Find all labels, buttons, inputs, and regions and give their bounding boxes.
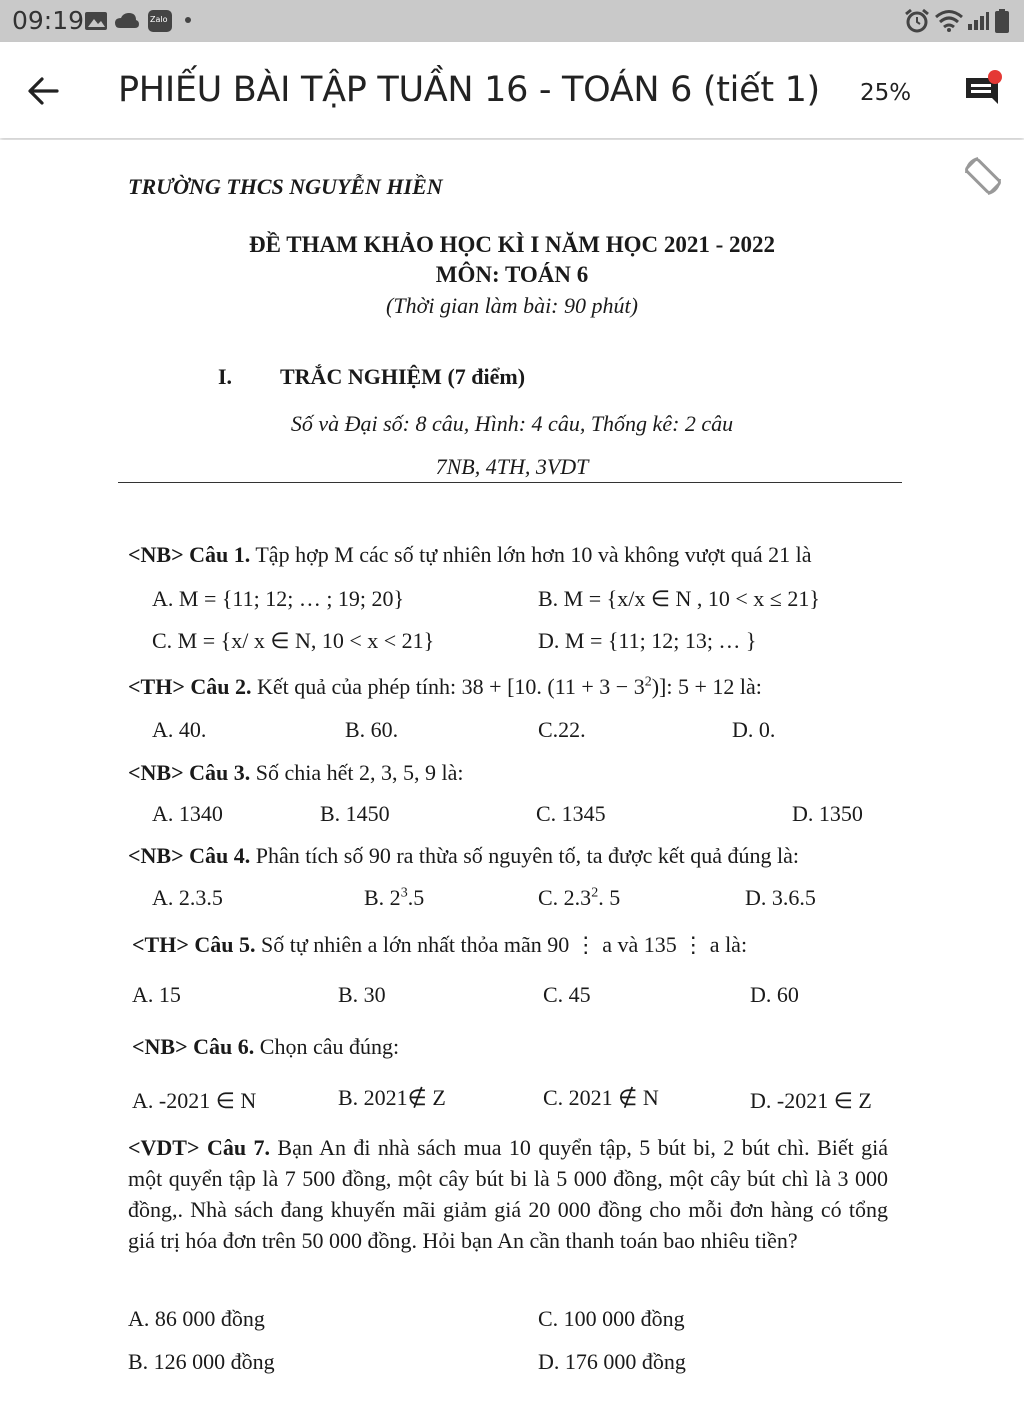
q3-option-d: D. 1350 [792,801,863,826]
q1-option-b: B. M = {x/x ∈ N , 10 < x ≤ 21} [538,586,820,611]
gallery-icon [84,11,108,31]
zalo-label: Zalo [150,15,168,24]
q7-option-d: D. 176 000 đồng [538,1349,686,1374]
question-3 [128,760,464,786]
q2-option-d: D. 0. [732,717,776,742]
q4-b-base: B. 2 [364,885,401,910]
screen-rotate-icon[interactable] [962,155,1004,197]
q5-option-b: B. 30 [338,982,386,1007]
q6-option-c: C. 2021 ∉ N [543,1085,659,1110]
comment-icon[interactable] [962,70,1006,110]
q4-option-d: D. 3.6.5 [745,885,816,910]
q4-option-b [364,885,424,911]
q2-expr-exponent: 2 [644,674,652,690]
question-4-tag: <NB> Câu 4. [128,843,251,868]
exam-title: ĐỀ THAM KHẢO HỌC KÌ I NĂM HỌC 2021 - 2022 [248,232,776,257]
zoom-level: 25% [860,80,912,106]
q3-option-a: A. 1340 [152,801,223,826]
question-7-tag: <VDT> Câu 7. [128,1135,270,1160]
section-description: Số và Đại số: 8 câu, Hình: 4 câu, Thống kê: 2 câu [290,411,734,436]
question-3-text: Số chia hết 2, 3, 5, 9 là: [250,760,464,785]
question-5 [132,932,747,958]
q6-option-a: A. -2021 ∈ N [132,1088,257,1113]
battery-icon [994,8,1010,34]
status-time: 09:19 [12,6,85,35]
question-7-text: Bạn An đi nhà sách mua 10 quyển tập, 5 bút bi, 2 bút chì. Biết giá một quyển tập là 7 500 đồng, một cây bút bi là 5 000 đồng, một cây bút chì là 3 000 đồng,. Nhà sách đang khuyến mãi giảm giá 20 000 đồng cho mỗi đơn hàng có tổng giá trị hóa đơn trên 50 000 đồng. Hỏi bạn An cần thanh toán bao nhiêu tiền? [128,1135,888,1253]
q2-option-a: A. 40. [152,717,207,742]
question-2-tail: là: [734,674,762,699]
question-5-text: Số tự nhiên a lớn nhất thỏa mãn 90 ⋮ a và 135 ⋮ a là: [255,932,748,957]
question-1-tag: <NB> Câu 1. [128,542,251,567]
cloud-icon [114,12,140,30]
zalo-icon [148,10,172,32]
q4-option-c [538,885,620,911]
q3-option-c: C. 1345 [536,801,606,826]
exam-subject: MÔN: TOÁN 6 [435,262,589,287]
q1-option-c: C. M = {x/ x ∈ N, 10 < x < 21} [152,628,435,653]
question-5-tag: <TH> Câu 5. [132,932,256,957]
question-4 [128,843,799,869]
question-6-text: Chọn câu đúng: [254,1034,400,1059]
q4-option-a: A. 2.3.5 [152,885,223,910]
q7-option-b: B. 126 000 đồng [128,1349,275,1374]
q4-c-rest: . 5 [598,885,621,910]
q2-option-b: B. 60. [345,717,399,742]
question-2-text: Kết quả của phép tính: [251,674,462,699]
q5-option-d: D. 60 [750,982,799,1007]
question-6-tag: <NB> Câu 6. [132,1034,255,1059]
question-6 [132,1034,399,1060]
q1-option-a: A. M = {11; 12; … ; 19; 20} [152,586,405,611]
status-bar [0,0,1024,42]
q7-option-a: A. 86 000 đồng [128,1306,265,1331]
q5-option-c: C. 45 [543,982,591,1007]
q1-option-d: D. M = {11; 12; 13; … } [538,628,757,653]
exam-time-note: (Thời gian làm bài: 90 phút) [386,293,638,318]
q6-option-b: B. 2021∉ Z [338,1085,446,1110]
notification-dot [988,70,1002,84]
question-7 [128,1132,888,1256]
document-page[interactable] [0,140,1024,1412]
q4-c-exponent: 2 [591,885,599,901]
q2-expr-part-2: )]: 5 + 12 [651,674,735,699]
q2-expr-part-1: 38 + [10. (11 + 3 − 3 [461,674,645,699]
section-number: I. [218,364,233,389]
q4-b-rest: .5 [407,885,425,910]
question-1 [128,542,812,568]
q2-option-c: C.22. [538,717,586,742]
wifi-icon [934,9,964,33]
arrow-left-icon[interactable] [26,74,60,108]
signal-icon [966,10,990,32]
section-levels: 7NB, 4TH, 3VDT [435,454,589,479]
question-3-tag: <NB> Câu 3. [128,760,251,785]
q4-c-base: C. 2.3 [538,885,592,910]
question-2-tag: <TH> Câu 2. [128,674,252,699]
document-title: PHIẾU BÀI TẬP TUẦN 16 - TOÁN 6 (tiết 1) [118,70,820,110]
question-4-text: Phân tích số 90 ra thừa số nguyên tố, ta được kết quả đúng là: [250,843,799,868]
question-2 [128,674,762,700]
school-name: TRƯỜNG THCS NGUYỄN HIỀN [128,174,443,199]
q4-b-exponent: 3 [400,885,408,901]
alarm-icon [904,8,930,34]
q7-option-c: C. 100 000 đồng [538,1306,685,1331]
section-divider [118,482,902,483]
q5-option-a: A. 15 [132,982,181,1007]
question-1-text: Tập hợp M các số tự nhiên lớn hơn 10 và không vượt quá 21 là [250,542,812,567]
q6-option-d: D. -2021 ∈ Z [750,1088,872,1113]
dot-icon [184,16,192,24]
question-2-expression [462,674,735,699]
app-bar [0,42,1024,138]
section-title: TRẮC NGHIỆM (7 điểm) [280,364,526,389]
q3-option-b: B. 1450 [320,801,390,826]
